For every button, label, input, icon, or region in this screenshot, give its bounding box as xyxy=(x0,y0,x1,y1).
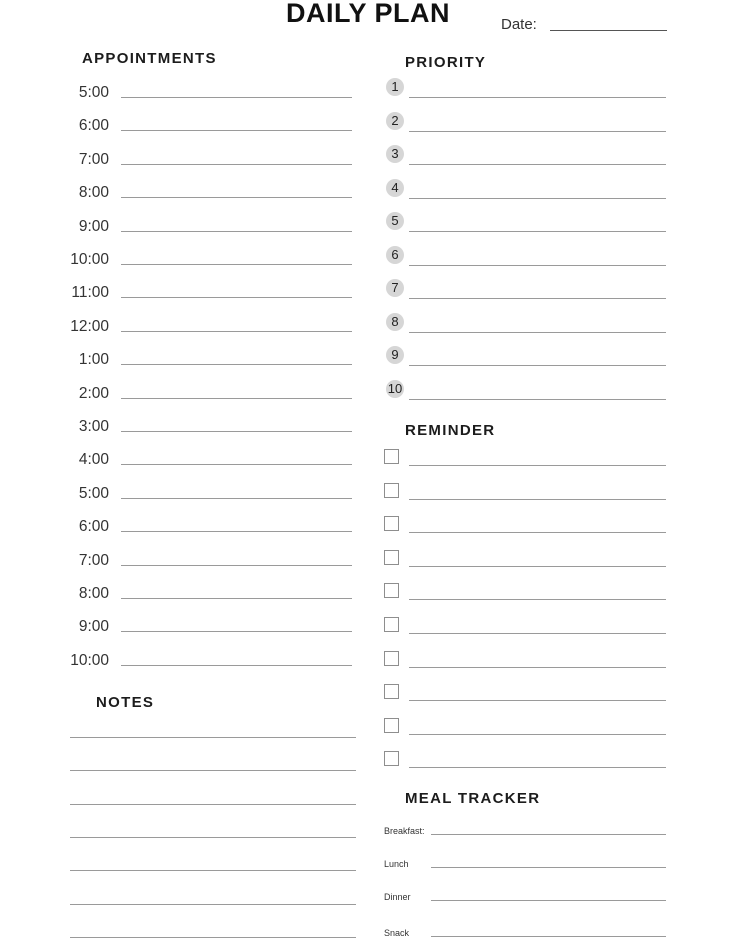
notes-line[interactable] xyxy=(70,804,356,805)
appointment-line[interactable] xyxy=(121,364,352,365)
priority-line[interactable] xyxy=(409,131,666,132)
meal-line[interactable] xyxy=(431,834,666,835)
appointment-line[interactable] xyxy=(121,331,352,332)
appointment-time: 6:00 xyxy=(78,518,109,536)
appointment-time: 1:00 xyxy=(78,351,109,369)
reminder-line[interactable] xyxy=(409,734,666,735)
reminder-checkbox[interactable] xyxy=(384,684,399,699)
reminder-checkbox[interactable] xyxy=(384,550,399,565)
reminder-checkbox[interactable] xyxy=(384,718,399,733)
priority-line[interactable] xyxy=(409,198,666,199)
appointment-time: 3:00 xyxy=(78,418,109,435)
priority-number-badge: 1 xyxy=(386,78,404,96)
appointment-line[interactable] xyxy=(121,97,352,98)
appointment-line[interactable] xyxy=(121,398,352,399)
appointments-heading: APPOINTMENTS xyxy=(82,50,217,67)
appointment-time: 9:00 xyxy=(78,217,109,235)
priority-number-badge: 7 xyxy=(386,279,404,297)
priority-heading: PRIORITY xyxy=(405,54,487,71)
appointment-line[interactable] xyxy=(121,231,352,232)
meal-label: Dinner xyxy=(384,892,411,902)
appointment-time: 12:00 xyxy=(70,317,109,335)
priority-line[interactable] xyxy=(409,298,666,299)
priority-line[interactable] xyxy=(409,365,666,366)
appointment-line[interactable] xyxy=(121,164,352,165)
appointment-line[interactable] xyxy=(121,297,352,298)
appointment-time: 7:00 xyxy=(78,150,109,168)
notes-line[interactable] xyxy=(70,904,356,905)
appointment-time: 2:00 xyxy=(78,384,109,402)
appointment-time: 6:00 xyxy=(78,117,109,135)
priority-line[interactable] xyxy=(409,97,666,98)
reminder-line[interactable] xyxy=(409,566,666,567)
meal-label: Snack xyxy=(384,928,410,938)
reminder-line[interactable] xyxy=(409,667,666,668)
appointment-line[interactable] xyxy=(121,431,352,432)
appointment-line[interactable] xyxy=(121,565,352,566)
appointment-line[interactable] xyxy=(121,264,352,265)
meal-label: Breakfast: xyxy=(384,826,425,836)
reminder-checkbox[interactable] xyxy=(384,651,399,666)
appointment-line[interactable] xyxy=(121,130,352,131)
priority-line[interactable] xyxy=(409,265,666,266)
priority-line[interactable] xyxy=(409,399,666,400)
notes-heading: NOTES xyxy=(96,694,155,711)
date-field-line[interactable] xyxy=(550,30,667,31)
appointment-time: 9:00 xyxy=(78,618,109,636)
reminder-line[interactable] xyxy=(409,499,666,500)
appointment-line[interactable] xyxy=(121,464,352,465)
notes-line[interactable] xyxy=(70,770,356,771)
appointment-line[interactable] xyxy=(121,498,352,499)
appointment-line[interactable] xyxy=(121,197,352,198)
notes-line[interactable] xyxy=(70,870,356,871)
reminder-line[interactable] xyxy=(409,633,666,634)
appointment-time: 7:00 xyxy=(78,551,109,569)
notes-line[interactable] xyxy=(70,737,356,738)
reminder-checkbox[interactable] xyxy=(384,449,399,464)
appointment-time: 11:00 xyxy=(71,284,109,302)
reminder-line[interactable] xyxy=(409,465,666,466)
meal-label: Lunch xyxy=(384,859,409,869)
appointment-line[interactable] xyxy=(121,531,352,532)
reminder-line[interactable] xyxy=(409,599,666,600)
appointment-time: 8:00 xyxy=(78,585,109,602)
appointment-line[interactable] xyxy=(121,665,352,666)
appointment-time: 10:00 xyxy=(70,651,109,669)
priority-number-badge: 5 xyxy=(386,212,404,230)
priority-number-badge: 3 xyxy=(386,145,404,163)
reminder-checkbox[interactable] xyxy=(384,751,399,766)
notes-line[interactable] xyxy=(70,837,356,838)
reminder-checkbox[interactable] xyxy=(384,516,399,531)
reminder-checkbox[interactable] xyxy=(384,583,399,598)
appointment-time: 8:00 xyxy=(78,184,109,202)
appointment-time: 4:00 xyxy=(78,451,109,469)
priority-line[interactable] xyxy=(409,332,666,333)
priority-line[interactable] xyxy=(409,231,666,232)
reminder-line[interactable] xyxy=(409,767,666,768)
reminder-checkbox[interactable] xyxy=(384,483,399,498)
reminder-checkbox[interactable] xyxy=(384,617,399,632)
meal-tracker-heading: MEAL TRACKER xyxy=(405,790,541,807)
priority-number-badge: 10 xyxy=(387,380,403,396)
reminder-line[interactable] xyxy=(409,700,666,701)
date-label: Date: xyxy=(501,16,537,33)
appointment-time: 10:00 xyxy=(70,251,109,268)
priority-number-badge: 4 xyxy=(386,179,404,197)
page-title: DAILY PLAN xyxy=(285,0,451,28)
priority-number-badge: 9 xyxy=(386,346,404,364)
appointment-time: 5:00 xyxy=(78,484,109,502)
reminder-heading: REMINDER xyxy=(405,422,496,439)
priority-line[interactable] xyxy=(409,164,666,165)
appointment-line[interactable] xyxy=(121,631,352,632)
priority-number-badge: 2 xyxy=(386,112,404,130)
reminder-line[interactable] xyxy=(409,532,666,533)
appointment-time: 5:00 xyxy=(78,84,109,101)
appointment-line[interactable] xyxy=(121,598,352,599)
meal-line[interactable] xyxy=(431,936,666,937)
meal-line[interactable] xyxy=(431,900,666,901)
priority-number-badge: 6 xyxy=(386,246,404,264)
notes-line[interactable] xyxy=(70,937,356,938)
meal-line[interactable] xyxy=(431,867,666,868)
priority-number-badge: 8 xyxy=(386,313,404,331)
